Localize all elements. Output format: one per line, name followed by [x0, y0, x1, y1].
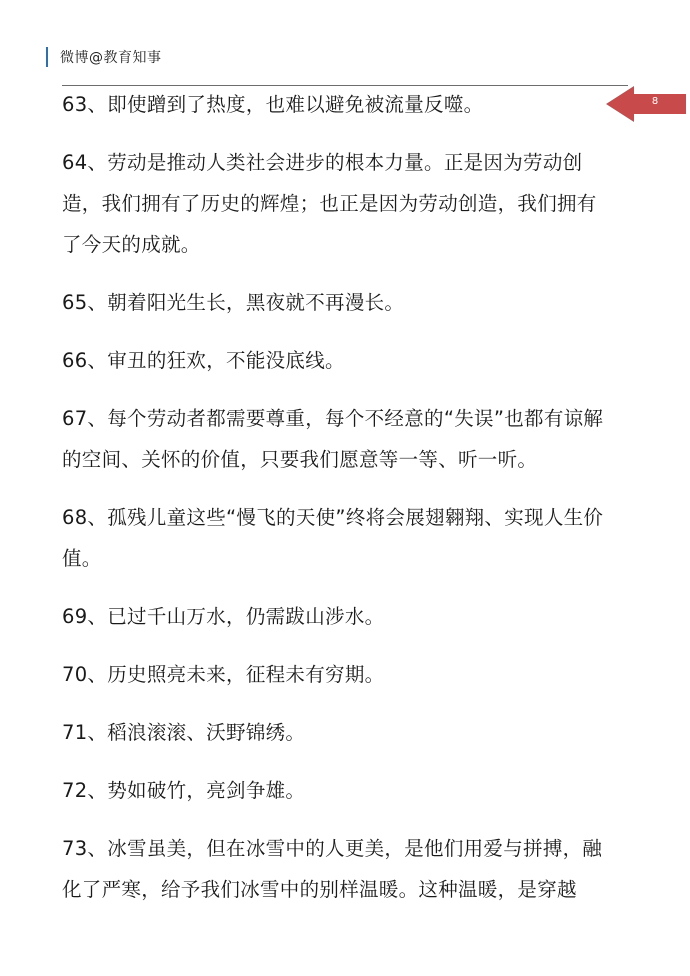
list-item-67: 67、每个劳动者都需要尊重，每个不经意的“失误”也都有谅解 的空间、关怀的价值，只要我们愿意等一等、听一听。 — [62, 407, 604, 471]
list-item-71: 71、稻浪滚滚、沃野锦绣。 — [62, 721, 306, 744]
source-label: 微博@教育知事 — [60, 50, 162, 66]
page-header — [46, 46, 162, 68]
list-item-68: 68、孤残儿童这些“慢飞的天使”终将会展翅翱翔、实现人生价 值。 — [62, 506, 604, 570]
list-item-72: 72、势如破竹，亮剑争雄。 — [62, 779, 306, 802]
page-number: 8 — [651, 96, 659, 107]
list-item-73: 73、冰雪虽美，但在冰雪中的人更美，是他们用爱与拼搏，融 化了严寒，给予我们冰雪中的别样温暖。这种温暖，是穿越 — [62, 837, 603, 901]
quote-list — [62, 84, 634, 927]
list-item-70: 70、历史照亮未来，征程未有穷期。 — [62, 663, 385, 686]
list-item-65: 65、朝着阳光生长，黑夜就不再漫长。 — [62, 291, 405, 314]
list-item-63: 63、即使蹭到了热度，也难以避免被流量反噬。 — [62, 93, 484, 116]
list-item-69: 69、已过千山万水，仍需跋山涉水。 — [62, 605, 385, 628]
list-item-66: 66、审丑的狂欢，不能没底线。 — [62, 349, 345, 372]
header-accent-bar — [46, 47, 48, 67]
list-item-64: 64、劳动是推动人类社会进步的根本力量。正是因为劳动创 造，我们拥有了历史的辉煌；也正是因为劳动创造，我们拥有 了今天的成就。 — [62, 151, 597, 256]
